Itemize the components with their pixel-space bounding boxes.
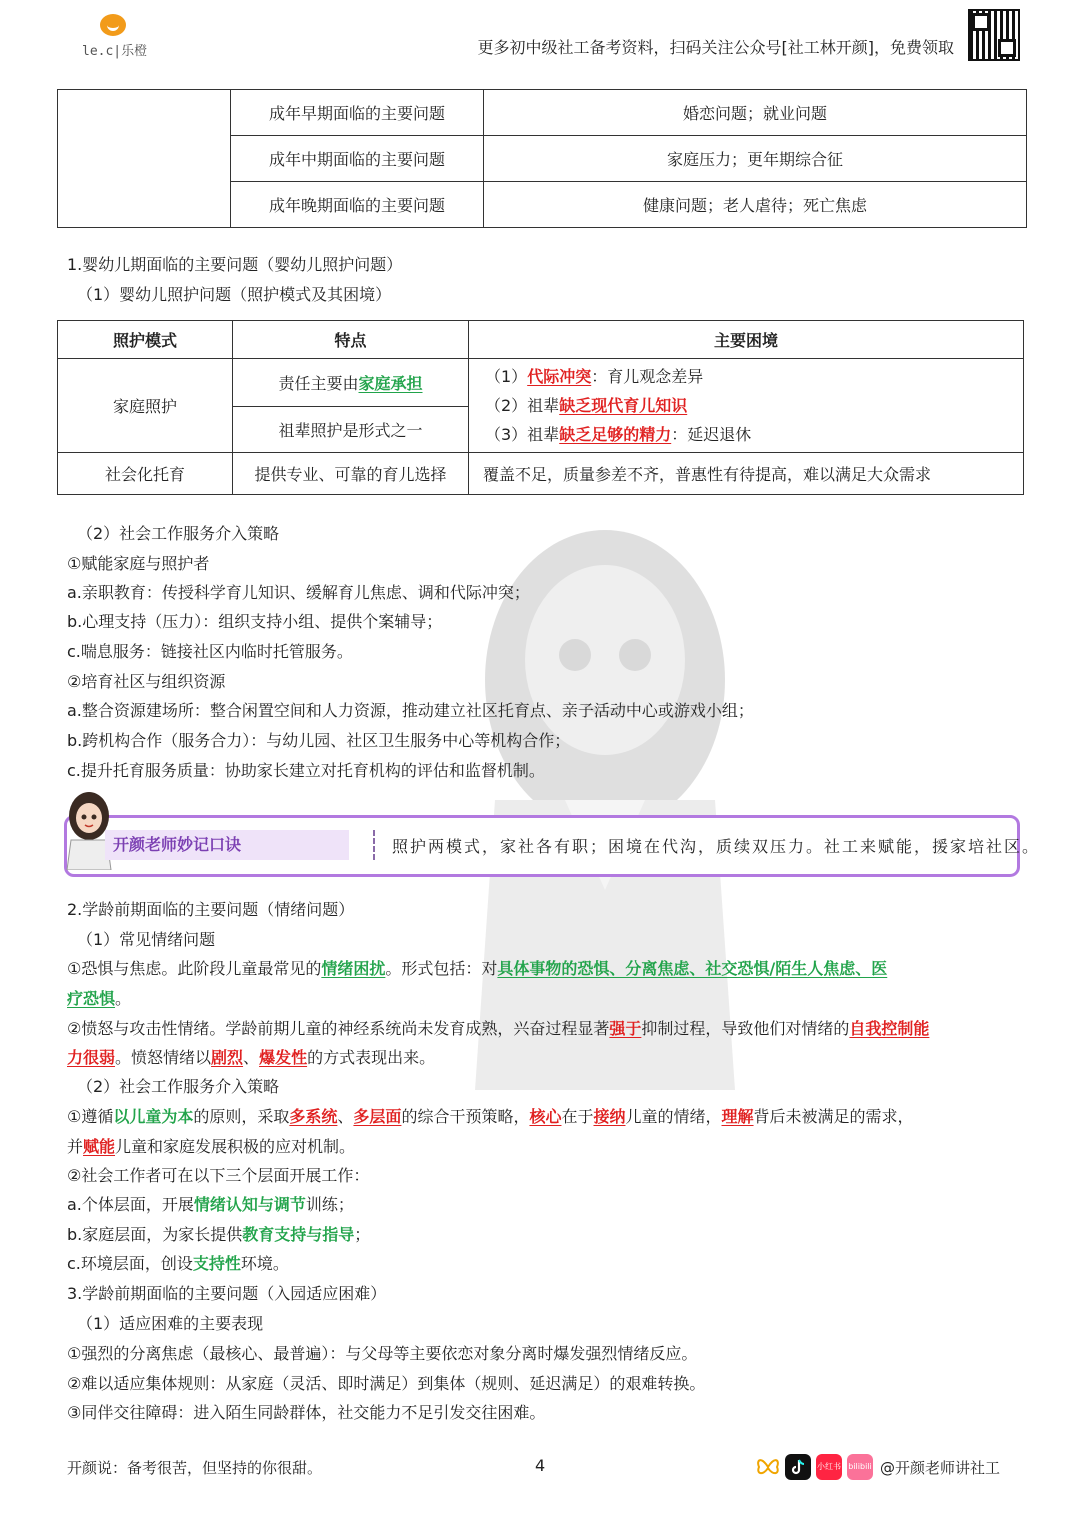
difficulty-3-post: ：延迟退休 [671,425,752,444]
strategy-line: ①赋能家庭与照护者 [67,554,210,573]
text-run: 背后未被满足的需求， [753,1107,914,1126]
text-run: 的原则，采取 [193,1107,290,1126]
text-run: 儿童和家庭发展积极的应对机制。 [115,1137,356,1156]
difficulty-2-highlight: 缺乏现代育儿知识 [559,396,688,415]
table-cell-label: 成年晚期面临的主要问题 [231,182,484,228]
text-run: 儿童的情绪， [625,1107,722,1126]
adaptation-line: ②难以适应集体规则：从家庭（灵活、即时满足）到集体（规则、延迟满足）的艰难转换。 [67,1374,706,1393]
table-cell-value: 健康问题；老人虐待；死亡焦虑 [484,182,1027,228]
social-difficulty: 覆盖不足，质量参差不齐，普惠性有待提高，难以满足大众需求 [469,453,1024,495]
highlight-green: 具体事物的恐惧、分离焦虑、社交恐惧/陌生人焦虑、医 [497,959,888,978]
header-notice: 更多初中级社工备考资料，扫码关注公众号[社工林开颜]，免费领取 [477,38,954,57]
emotion-para-1 [67,958,887,980]
text-run: ①遵循 [67,1107,114,1126]
highlight-green: 以儿童为本 [113,1107,194,1126]
text-run: 抑制过程，导致他们对情绪的 [641,1019,850,1038]
text-run: a.个体层面，开展 [67,1195,194,1214]
strategy-line: b.心理支持（压力）：组织支持小组、提供个案辅导； [67,612,443,631]
family-feature-1-highlight: 家庭承担 [358,374,423,393]
difficulty-3-pre: （3）祖辈 [485,425,560,444]
header-difficulty: 主要困境 [469,321,1024,359]
text-run: 。愤怒情绪以 [115,1048,212,1067]
text-run: 。 [115,989,132,1008]
highlight-red: 剧烈 [211,1048,244,1067]
footer-handle: @开颜老师讲社工 [880,1459,1001,1477]
family-feature-2: 祖辈照护是形式之一 [233,407,469,453]
text-run: c.环境层面，创设 [67,1254,193,1273]
strategy-line: c.喘息服务：链接社区内临时托管服务。 [67,642,353,661]
section3-title: 3.学龄前期面临的主要问题（入园适应困难） [67,1284,387,1303]
bilibili-icon[interactable]: bilibili [847,1454,873,1480]
family-difficulties [469,359,1024,453]
intervention-levels-intro: ②社会工作者可在以下三个层面开展工作： [67,1166,370,1185]
highlight-green: 支持性 [192,1254,241,1273]
section2-sub1: （1）常见情绪问题 [77,930,216,949]
text-run: 环境。 [240,1254,289,1273]
strategy-line: a.亲职教育：传授科学育儿知识、缓解育儿焦虑、调和代际冲突； [67,583,530,602]
intervention-level-individual [67,1194,354,1216]
text-run: ①恐惧与焦虑。此阶段儿童最常见的 [67,959,322,978]
difficulty-1 [485,362,1022,391]
highlight-red: 强于 [609,1019,642,1038]
text-run: 的方式表现出来。 [307,1048,436,1067]
highlight-red: 多系统 [289,1107,338,1126]
text-run: 在于 [561,1107,594,1126]
xiaohongshu-icon[interactable]: 小红书 [816,1454,842,1480]
smile-logo-icon [100,14,126,36]
qr-code-icon[interactable] [968,9,1020,61]
mnemonic-text: 照护两模式，家社各有职；困境在代沟，质续双压力。社工来赋能，援家培社区。 [392,837,1041,856]
social-feature: 提供专业、可靠的育儿选择 [233,453,469,495]
social-care-mode: 社会化托育 [58,453,233,495]
life-stage-table [57,89,1027,228]
emotion-para-1-cont [67,988,131,1010]
highlight-green: 疗恐惧 [67,989,116,1008]
header-feature: 特点 [233,321,469,359]
mnemonic-box [64,815,1041,877]
text-run: 。形式包括：对 [385,959,498,978]
family-feature-1-pre: 责任主要由 [278,374,359,393]
difficulty-3-highlight: 缺乏足够的精力 [559,425,672,444]
section3-sub1: （1）适应困难的主要表现 [77,1314,264,1333]
highlight-green: 情绪认知与调节 [193,1195,306,1214]
text-run: 训练； [305,1195,354,1214]
difficulty-1-pre: （1） [485,367,528,386]
intervention-para-1 [67,1106,914,1128]
highlight-red: 理解 [721,1107,754,1126]
difficulty-3 [485,420,1022,449]
mnemonic-divider [373,830,375,860]
text-run: b.家庭层面，为家长提供 [67,1225,243,1244]
section2-title: 2.学龄前期面临的主要问题（情绪问题） [67,900,355,919]
highlight-red: 多层面 [353,1107,402,1126]
table-cell-value: 婚恋问题；就业问题 [484,90,1027,136]
emotion-para-2 [67,1018,929,1040]
highlight-red: 接纳 [593,1107,626,1126]
table-cell-value: 家庭压力；更年期综合征 [484,136,1027,182]
text-run: 并 [67,1137,84,1156]
table-cell-label: 成年早期面临的主要问题 [231,90,484,136]
difficulty-1-post: ：育儿观念差异 [591,367,704,386]
footer-motto: 开颜说：备考很苦，但坚持的你很甜。 [67,1459,323,1477]
table-cell-label: 成年中期面临的主要问题 [231,136,484,182]
difficulty-2 [485,391,1022,420]
header-care-mode: 照护模式 [58,321,233,359]
intervention-level-family [67,1224,370,1246]
text-run: 、 [243,1048,260,1067]
page-header [0,0,1080,70]
section1-sub1: （1）婴幼儿照护问题（照护模式及其困境） [77,285,392,304]
strategy-line: ②培育社区与组织资源 [67,672,226,691]
highlight-red: 爆发性 [259,1048,308,1067]
adaptation-line: ③同伴交往障碍：进入陌生同龄群体，社交能力不足引发交往困难。 [67,1403,546,1422]
butterfly-icon[interactable] [755,1454,781,1480]
text-run: ； [354,1225,371,1244]
highlight-red: 力很弱 [67,1048,116,1067]
strategy-line: b.跨机构合作（服务合力）：与幼儿园、社区卫生服务中心等机构合作； [67,731,571,750]
highlight-green: 教育支持与指导 [242,1225,355,1244]
care-mode-table [57,320,1024,495]
section2-sub2: （2）社会工作服务介入策略 [77,1077,280,1096]
text-run: 的综合干预策略， [401,1107,530,1126]
strategy-line: c.提升托育服务质量：协助家长建立对托育机构的评估和监督机制。 [67,761,545,780]
text-run: ②愤怒与攻击性情绪。学龄前期儿童的神经系统尚未发育成熟，兴奋过程显著 [67,1019,610,1038]
highlight-red: 自我控制能 [849,1019,930,1038]
highlight-green: 情绪困扰 [321,959,386,978]
family-care-mode: 家庭照护 [58,359,233,453]
difficulty-1-highlight: 代际冲突 [527,367,592,386]
highlight-red: 核心 [529,1107,562,1126]
text-run: 、 [337,1107,354,1126]
emotion-para-2-cont [67,1047,435,1069]
intervention-para-1-cont [67,1136,355,1158]
logo-text: le.c|乐橙 [82,44,148,59]
tiktok-icon[interactable] [785,1454,811,1480]
page-number: 4 [535,1456,546,1475]
mnemonic-label: 开颜老师妙记口诀 [105,830,349,860]
highlight-red: 赋能 [83,1137,116,1156]
family-feature-1 [233,359,469,407]
difficulty-2-pre: （2）祖辈 [485,396,560,415]
strategy-line: a.整合资源建场所：整合闲置空间和人力资源，推动建立社区托育点、亲子活动中心或游戏小组； [67,701,754,720]
intervention-level-environment [67,1253,289,1275]
section1-title: 1.婴幼儿期面临的主要问题（婴幼儿照护问题） [67,255,403,274]
brand-logo [82,14,152,58]
adaptation-line: ①强烈的分离焦虑（最核心、最普遍）：与父母等主要依恋对象分离时爆发强烈情绪反应。 [67,1344,698,1363]
table-merged-empty-cell [58,90,231,228]
section1-sub2: （2）社会工作服务介入策略 [77,524,280,543]
